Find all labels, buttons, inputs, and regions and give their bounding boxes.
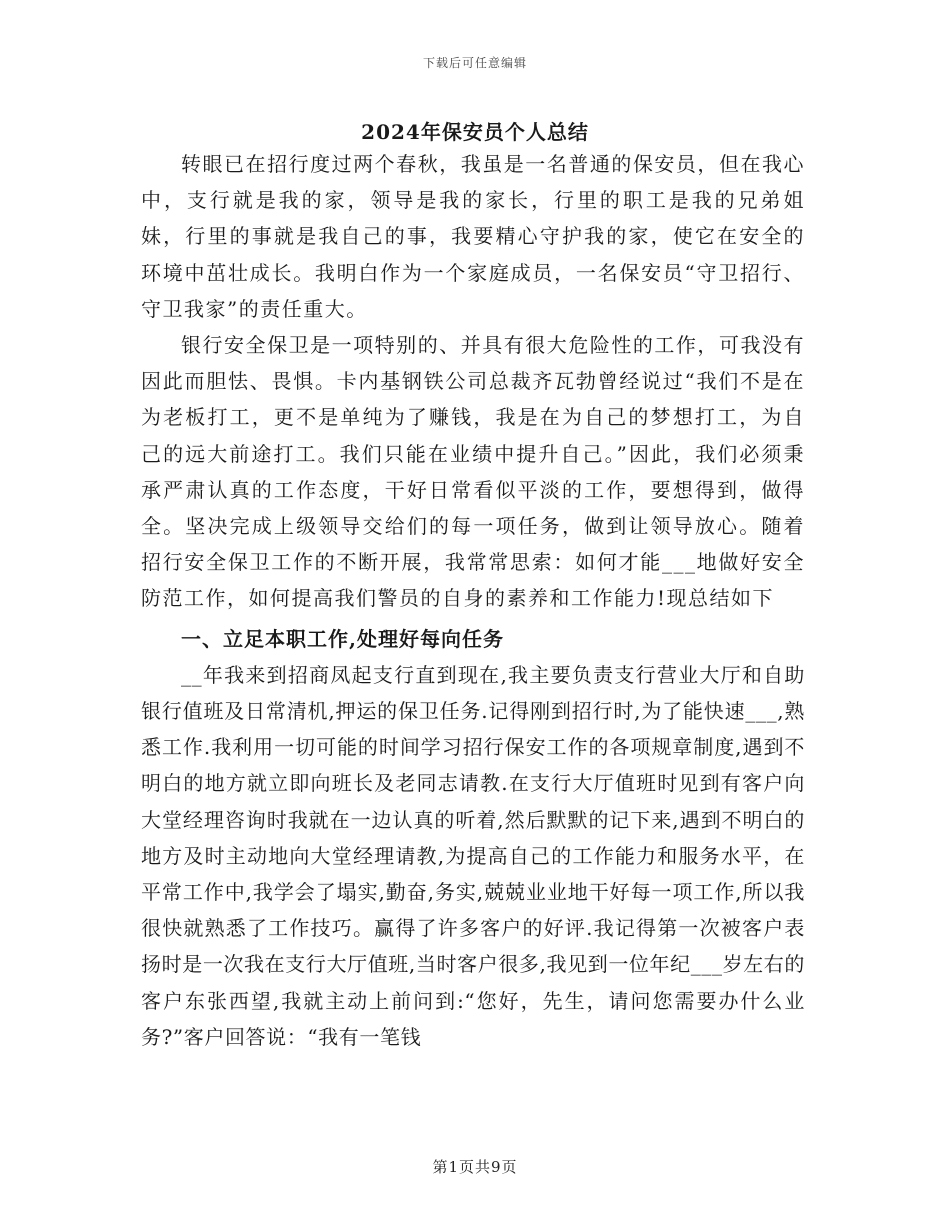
page-header-note: 下载后可任意编辑 [422, 56, 527, 70]
paragraph-intro: 转眼已在招行度过两个春秋，我虽是一名普通的保安员，但在我心中，支行就是我的家，领导是我的家长，行里的职工是我的兄弟姐妹，行里的事就是我自己的事，我要精心守护我的家，使它在安全的环境中茁壮成长。我明白作为一个家庭成员，一名保安员“守卫招行、守卫我家”的责任重大。 [141, 152, 805, 321]
page-footer-number: 第1页共9页 [432, 1158, 518, 1176]
paragraph-section-one: __年我来到招商凤起支行直到现在,我主要负责支行营业大厅和自助银行值班及日常清机,押运的保卫任务.记得刚到招行时,为了能快速___,熟悉工作.我利用一切可能的时间学习招行保安工作的各项规章制度,遇到不明白的地方就立即向班长及老同志请教.在支行大厅值班时见到有客户向大堂经理咨询时我就在一边认真的听着,然后默默的记下来,遇到不明白的地方及时主动地向大堂经理请教,为提高自己的工作能力和服务水平，在平常工作中,我学会了塌实,勤奋,务实,兢兢业业地干好每一项工作,所以我很快就熟悉了工作技巧。赢得了许多客户的好评.我记得第一次被客户表扬时是一次我在支行大厅值班,当时客户很多,我见到一位年纪___岁左右的客户东张西望,我就主动上前问到:“您好，先生，请问您需要办什么业务?”客户回答说：“我有一笔钱 [141, 662, 805, 1049]
section-heading: 一、立足本职工作,处理好每向任务 [181, 626, 504, 651]
document-title: 2024年保安员个人总结 [361, 120, 589, 144]
paragraph-security-work: 银行安全保卫是一项特别的、并具有很大危险性的工作，可我没有因此而胆怯、畏惧。卡内基钢铁公司总裁齐瓦勃曾经说过“我们不是在为老板打工，更不是单纯为了赚钱，我是在为自己的梦想打工，为自己的远大前途打工。我们只能在业绩中提升自己。”因此，我们必须秉承严肃认真的工作态度，干好日常看似平淡的工作，要想得到，做得全。坚决完成上级领导交给们的每一项任务，做到让领导放心。随着招行安全保卫工作的不断开展，我常常思索：如何才能___地做好安全防范工作，如何提高我们警员的自身的素养和工作能力!现总结如下 [141, 333, 805, 611]
document-body [141, 146, 805, 1055]
